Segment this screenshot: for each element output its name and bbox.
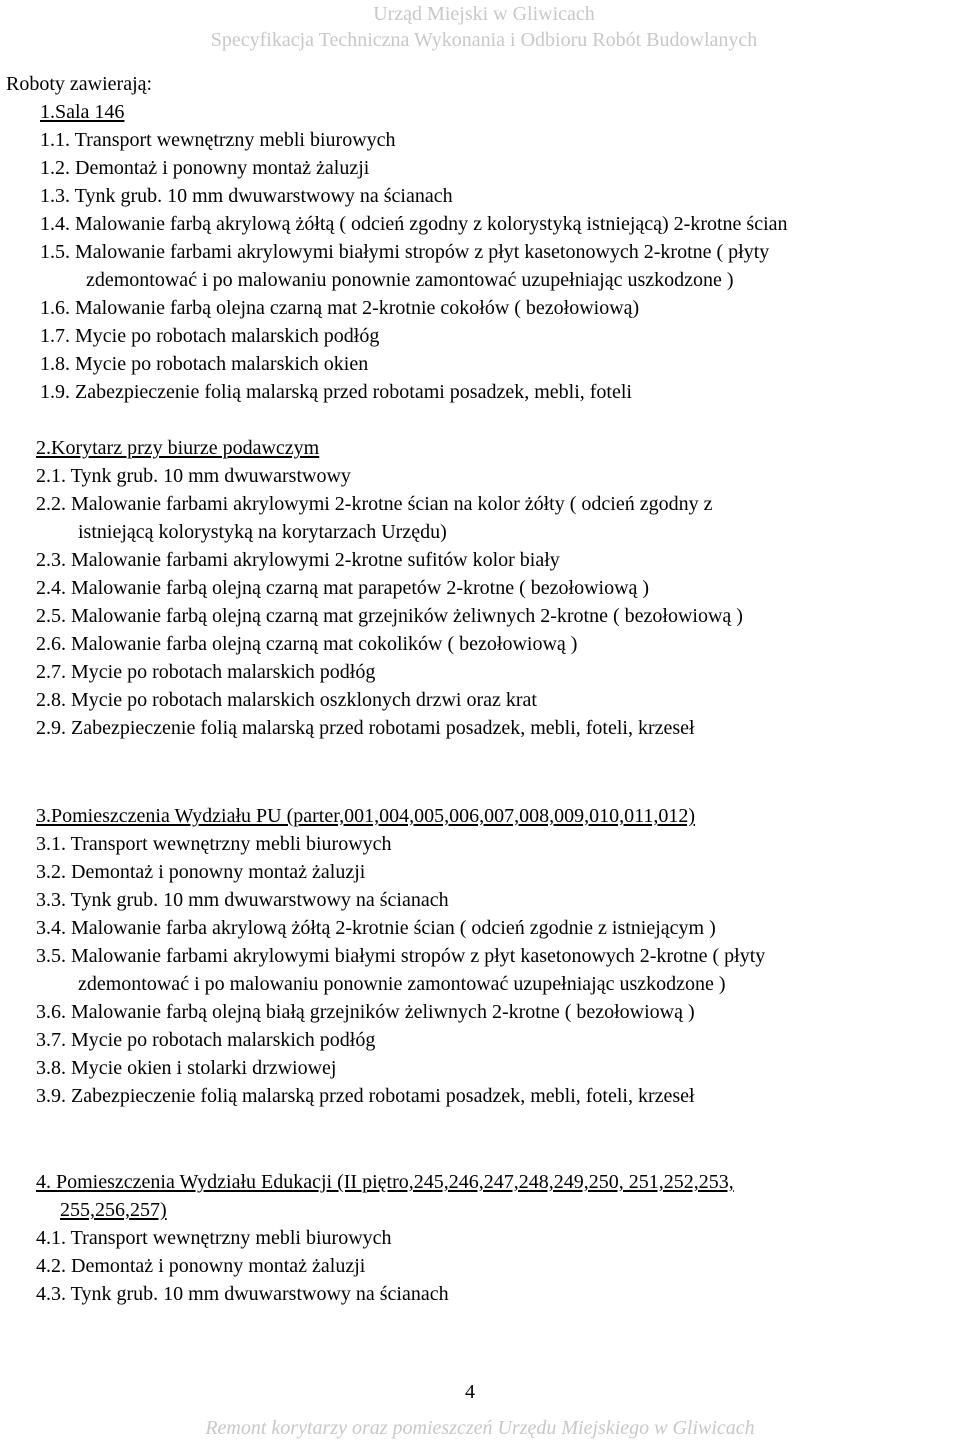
item-1-6: 1.6. Malowanie farbą olejna czarną mat 2-krotnie cokołów ( bezołowiową) (40, 297, 640, 319)
item-3-9: 3.9. Zabezpieczenie folią malarską przed robotami posadzek, mebli, foteli, krzeseł (36, 1085, 695, 1107)
intro-label: Roboty zawierają: (6, 73, 153, 95)
item-1-2: 1.2. Demontaż i ponowny montaż żaluzji (40, 157, 370, 179)
item-3-4: 3.4. Malowanie farba akrylową żółtą 2-krotnie ścian ( odcień zgodnie z istniejącym ) (36, 917, 716, 939)
item-3-1: 3.1. Transport wewnętrzny mebli biurowych (36, 833, 392, 855)
page-number: 4 (465, 1381, 475, 1403)
item-1-9: 1.9. Zabezpieczenie folią malarską przed robotami posadzek, mebli, foteli (40, 381, 632, 403)
item-4-2: 4.2. Demontaż i ponowny montaż żaluzji (36, 1255, 366, 1277)
item-2-9: 2.9. Zabezpieczenie folią malarską przed robotami posadzek, mebli, foteli, krzeseł (36, 717, 695, 739)
header-spec-title: Specyfikacja Techniczna Wykonania i Odbioru Robót Budowlanych (210, 29, 758, 51)
item-2-2: 2.2. Malowanie farbami akrylowymi 2-krotne ścian na kolor żółty ( odcień zgodny z (36, 493, 713, 515)
header-office-name: Urząd Miejski w Gliwicach (373, 3, 595, 25)
item-3-6: 3.6. Malowanie farbą olejną białą grzejników żeliwnych 2-krotne ( bezołowiową ) (36, 1001, 695, 1023)
item-2-4: 2.4. Malowanie farbą olejną czarną mat parapetów 2-krotne ( bezołowiową ) (36, 577, 650, 599)
item-3-5: 3.5. Malowanie farbami akrylowymi białymi stropów z płyt kasetonowych 2-krotne ( płyty (36, 945, 766, 967)
item-2-1: 2.1. Tynk grub. 10 mm dwuwarstwowy (36, 465, 351, 487)
section-4-title-cont: 255,256,257) (60, 1199, 167, 1221)
item-4-1: 4.1. Transport wewnętrzny mebli biurowych (36, 1227, 392, 1249)
item-2-7: 2.7. Mycie po robotach malarskich podłóg (36, 661, 376, 683)
item-3-2: 3.2. Demontaż i ponowny montaż żaluzji (36, 861, 366, 883)
item-1-7: 1.7. Mycie po robotach malarskich podłóg (40, 325, 380, 347)
footer-title: Remont korytarzy oraz pomieszczeń Urzędu Miejskiego w Gliwicach (205, 1417, 755, 1439)
item-3-5-cont: zdemontować i po malowaniu ponownie zamontować uzupełniając uszkodzone ) (78, 973, 726, 995)
item-1-3: 1.3. Tynk grub. 10 mm dwuwarstwowy na ścianach (40, 185, 453, 207)
item-4-3: 4.3. Tynk grub. 10 mm dwuwarstwowy na ścianach (36, 1283, 449, 1305)
section-2-title: 2.Korytarz przy biurze podawczym (36, 437, 320, 459)
item-2-6: 2.6. Malowanie farba olejną czarną mat cokolików ( bezołowiową ) (36, 633, 578, 655)
item-2-5: 2.5. Malowanie farbą olejną czarną mat grzejników żeliwnych 2-krotne ( bezołowiową ) (36, 605, 743, 627)
item-3-3: 3.3. Tynk grub. 10 mm dwuwarstwowy na ścianach (36, 889, 449, 911)
item-1-1: 1.1. Transport wewnętrzny mebli biurowych (40, 129, 396, 151)
item-1-4: 1.4. Malowanie farbą akrylową żółtą ( odcień zgodny z kolorystyką istniejącą) 2-krotne ścian (40, 213, 788, 235)
item-3-8: 3.8. Mycie okien i stolarki drzwiowej (36, 1057, 337, 1079)
item-1-5: 1.5. Malowanie farbami akrylowymi białymi stropów z płyt kasetonowych 2-krotne ( płyty (40, 241, 770, 263)
item-1-8: 1.8. Mycie po robotach malarskich okien (40, 353, 369, 375)
item-2-2-cont: istniejącą kolorystyką na korytarzach Urzędu) (78, 521, 447, 543)
section-4-title: 4. Pomieszczenia Wydziału Edukacji (II piętro,245,246,247,248,249,250, 251,252,253, (36, 1171, 734, 1193)
section-3-title: 3.Pomieszczenia Wydziału PU (parter,001,004,005,006,007,008,009,010,011,012) (36, 805, 695, 827)
item-2-3: 2.3. Malowanie farbami akrylowymi 2-krotne sufitów kolor biały (36, 549, 560, 571)
item-2-8: 2.8. Mycie po robotach malarskich oszklonych drzwi oraz krat (36, 689, 537, 711)
section-1-title: 1.Sala 146 (40, 101, 125, 123)
item-3-7: 3.7. Mycie po robotach malarskich podłóg (36, 1029, 376, 1051)
item-1-5-cont: zdemontować i po malowaniu ponownie zamontować uzupełniając uszkodzone ) (86, 269, 734, 291)
